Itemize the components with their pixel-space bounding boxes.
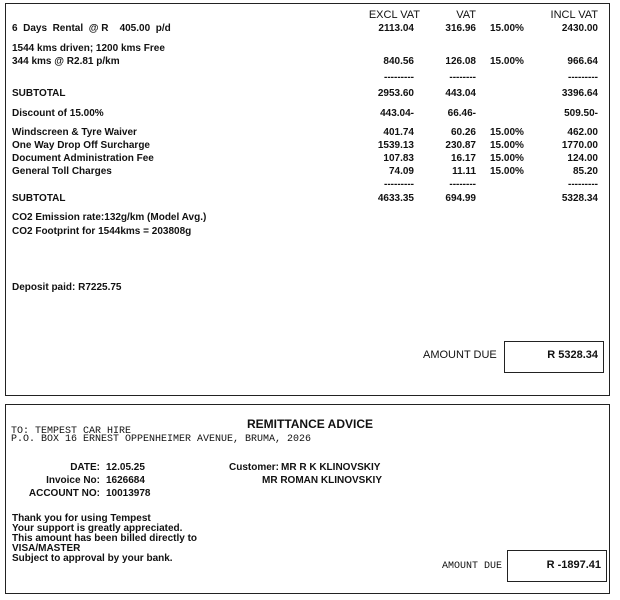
amount-due-label: AMOUNT DUE <box>423 349 497 361</box>
dash-incl-2: --------- <box>568 179 598 190</box>
kms-rate: 15.00% <box>490 56 524 67</box>
discount-label: Discount of 15.00% <box>12 108 104 119</box>
kms-vat: 126.08 <box>445 56 476 67</box>
dash-vat-2: -------- <box>449 179 476 190</box>
header-incl-vat: INCL VAT <box>550 9 598 21</box>
kms-charge-label: 344 kms @ R2.81 p/km <box>12 56 120 67</box>
remit-amount-due-label: AMOUNT DUE <box>442 561 503 572</box>
charge-excl: 74.09 <box>388 166 414 177</box>
message-line: Subject to approval by your bank. <box>12 553 173 564</box>
charge-label: Document Administration Fee <box>12 153 154 164</box>
dash-excl-2: --------- <box>384 179 414 190</box>
discount-excl: 443.04- <box>380 108 414 119</box>
co2-rate: CO2 Emission rate:132g/km (Model Avg.) <box>12 212 207 223</box>
rental-excl: 2113.04 <box>378 23 414 34</box>
kms-note: 1544 kms driven; 1200 kms Free <box>12 43 165 54</box>
rental-rate: 15.00% <box>490 23 524 34</box>
charge-excl: 401.74 <box>383 127 414 138</box>
charge-rate: 15.00% <box>490 127 524 138</box>
charge-vat: 60.26 <box>450 127 476 138</box>
invoice-no-value: 1626684 <box>106 475 145 486</box>
subtotal1-excl: 2953.60 <box>377 88 414 99</box>
charge-rate: 15.00% <box>490 153 524 164</box>
customer-name-1: MR R K KLINOVSKIY <box>281 462 381 473</box>
account-no-label: ACCOUNT NO: <box>28 488 100 499</box>
subtotal2-label: SUBTOTAL <box>12 193 66 204</box>
charge-label: One Way Drop Off Surcharge <box>12 140 150 151</box>
amount-due-value: R 5328.34 <box>547 349 598 361</box>
charge-vat: 16.17 <box>450 153 476 164</box>
charge-incl: 85.20 <box>572 166 598 177</box>
co2-footprint: CO2 Footprint for 1544kms = 203808g <box>12 226 192 237</box>
account-no-value: 10013978 <box>106 488 151 499</box>
dash-excl-1: --------- <box>384 72 414 83</box>
header-vat: VAT <box>456 9 476 21</box>
invoice-no-label: Invoice No: <box>46 475 100 486</box>
charge-incl: 124.00 <box>567 153 598 164</box>
kms-incl: 966.64 <box>567 56 598 67</box>
date-value: 12.05.25 <box>106 462 145 473</box>
dash-vat-1: -------- <box>449 72 476 83</box>
charge-vat: 230.87 <box>445 140 476 151</box>
dash-incl-1: --------- <box>568 72 598 83</box>
charge-label: Windscreen & Tyre Waiver <box>12 127 137 138</box>
charge-incl: 1770.00 <box>561 140 598 151</box>
subtotal1-vat: 443.04 <box>445 88 476 99</box>
remittance-title: REMITTANCE ADVICE <box>247 417 373 431</box>
rental-vat: 316.96 <box>445 23 476 34</box>
charge-rate: 15.00% <box>490 166 524 177</box>
subtotal2-vat: 694.99 <box>445 193 476 204</box>
charge-rate: 15.00% <box>490 140 524 151</box>
date-label: DATE: <box>70 462 100 473</box>
remit-to-line2: P.O. BOX 16 ERNEST OPPENHEIMER AVENUE, BRUMA, 2026 <box>11 434 312 445</box>
kms-excl: 840.56 <box>383 56 414 67</box>
charge-excl: 107.83 <box>383 153 414 164</box>
customer-label: Customer: <box>229 462 280 473</box>
subtotal1-label: SUBTOTAL <box>12 88 66 99</box>
subtotal1-incl: 3396.64 <box>561 88 598 99</box>
message-line: VISA/MASTER <box>12 543 81 554</box>
message-line: This amount has been billed directly to <box>12 533 198 544</box>
remit-to-line1: TO: TEMPEST CAR HIRE <box>11 426 132 437</box>
message-line: Thank you for using Tempest <box>12 513 151 524</box>
discount-vat: 66.46- <box>447 108 476 119</box>
rental-incl: 2430.00 <box>561 23 598 34</box>
charge-label: General Toll Charges <box>12 166 112 177</box>
remit-amount-due-value: R -1897.41 <box>546 559 601 571</box>
customer-name-2: MR ROMAN KLINOVSKIY <box>262 475 382 486</box>
rental-label: 6 Days Rental @ R 405.00 p/d <box>12 23 171 34</box>
charge-vat: 11.11 <box>452 166 476 177</box>
charge-incl: 462.00 <box>567 127 598 138</box>
subtotal2-excl: 4633.35 <box>377 193 414 204</box>
message-line: Your support is greatly appreciated. <box>12 523 183 534</box>
deposit-paid: Deposit paid: R7225.75 <box>12 282 122 293</box>
header-excl-vat: EXCL VAT <box>368 9 420 21</box>
discount-incl: 509.50- <box>564 108 598 119</box>
charge-excl: 1539.13 <box>377 140 414 151</box>
subtotal2-incl: 5328.34 <box>561 193 598 204</box>
